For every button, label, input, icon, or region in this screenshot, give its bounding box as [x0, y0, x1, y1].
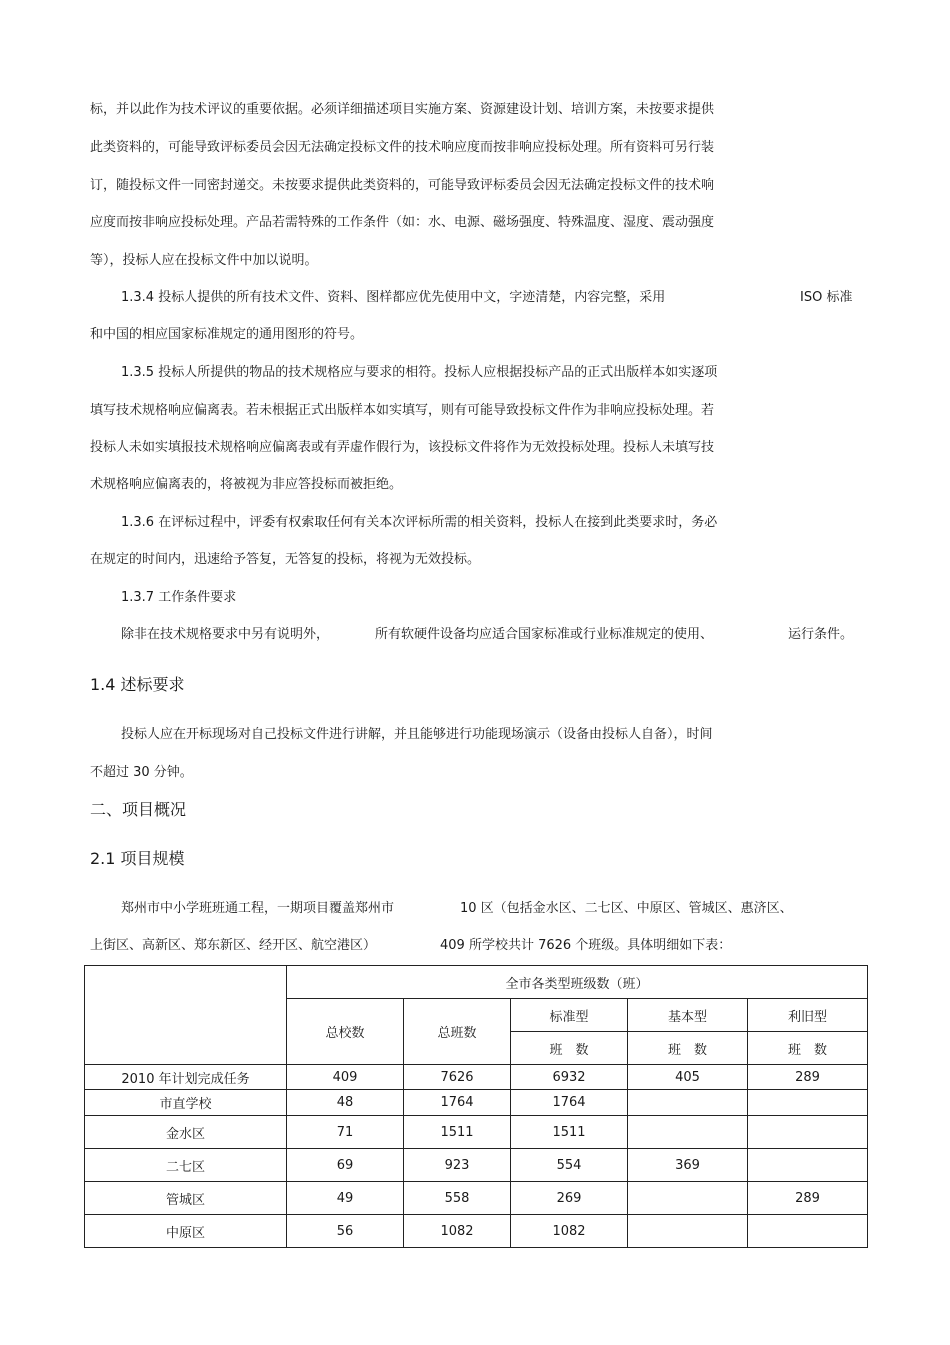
cell — [748, 1116, 868, 1149]
text-line: 填写技术规格响应偏离表。若未根据正式出版样本如实填写，则有可能导致投标文件作为非响应投标处理。若 — [90, 403, 715, 418]
blank-header-cell — [85, 966, 287, 1065]
text-line: 等），投标人应在投标文件中加以说明。 — [90, 253, 318, 268]
clause-1-3-6: 1.3.6 在评标过程中，评委有权索取任何有关本次评标所需的相关资料，投标人在接到此类要求时，务必 — [121, 515, 718, 530]
row-label: 2010 年计划完成任务 — [85, 1065, 287, 1090]
text-line: 标，并以此作为技术评议的重要依据。必须详细描述项目实施方案、资源建设计划、培训方案，未按要求提供 — [90, 102, 715, 117]
col-header-standard: 标准型 — [511, 999, 628, 1032]
cell — [628, 1090, 748, 1116]
text-line: 术规格响应偏离表的，将被视为非应答投标而被拒绝。 — [90, 477, 403, 492]
text-line: 运行条件。 — [788, 627, 854, 642]
cell — [628, 1182, 748, 1215]
cell: 409 — [287, 1065, 404, 1090]
text-line: 投标人未如实填报技术规格响应偏离表或有弄虚作假行为，该投标文件将作为无效投标处理。投标人未填写技 — [90, 440, 715, 455]
sub-header-reuse: 班 数 — [748, 1032, 868, 1065]
cell — [628, 1215, 748, 1248]
cell: 1511 — [404, 1116, 511, 1149]
text-line: 投标人应在开标现场对自己投标文件进行讲解，并且能够进行功能现场演示（设备由投标人自备），时间 — [121, 727, 713, 742]
row-label: 管城区 — [85, 1182, 287, 1215]
cell: 1764 — [404, 1090, 511, 1116]
cell — [748, 1149, 868, 1182]
text-line: 在规定的时间内，迅速给予答复，无答复的投标，将视为无效投标。 — [90, 552, 481, 567]
cell — [748, 1215, 868, 1248]
col-header-schools: 总校数 — [287, 999, 404, 1065]
cell — [628, 1116, 748, 1149]
cell: 69 — [287, 1149, 404, 1182]
col-header-classes: 总班数 — [404, 999, 511, 1065]
table-row — [85, 1182, 868, 1215]
col-header-reuse: 利旧型 — [748, 999, 868, 1032]
text-line: 订，随投标文件一同密封递交。未按要求提供此类资料的，可能导致评标委员会因无法确定投标文件的技术响 — [90, 178, 715, 193]
text-line: 此类资料的，可能导致评标委员会因无法确定投标文件的技术响应度而按非响应投标处理。所有资料可另行装 — [90, 140, 715, 155]
sub-header-basic: 班 数 — [628, 1032, 748, 1065]
chapter-heading-2: 二、项目概况 — [90, 800, 187, 819]
cell: 1082 — [511, 1215, 628, 1248]
cell: 56 — [287, 1215, 404, 1248]
table-row — [85, 1149, 868, 1182]
cell: 6932 — [511, 1065, 628, 1090]
cell: 554 — [511, 1149, 628, 1182]
cell: 7626 — [404, 1065, 511, 1090]
clause-1-3-5: 1.3.5 投标人所提供的物品的技术规格应与要求的相符。投标人应根据投标产品的正式出版样本如实逐项 — [121, 365, 718, 380]
table-row — [85, 1116, 868, 1149]
cell: 558 — [404, 1182, 511, 1215]
text-line: 郑州市中小学班班通工程，一期项目覆盖郑州市 — [121, 901, 395, 916]
table-row — [85, 1215, 868, 1248]
cell: 289 — [748, 1065, 868, 1090]
cell: 923 — [404, 1149, 511, 1182]
clause-1-3-7: 1.3.7 工作条件要求 — [121, 590, 237, 605]
class-count-table — [84, 965, 868, 1248]
iso-standard-text: ISO 标准 — [800, 290, 853, 305]
cell: 49 — [287, 1182, 404, 1215]
section-heading-2-1: 2.1 项目规模 — [90, 849, 185, 868]
table-row — [85, 1065, 868, 1090]
cell: 1764 — [511, 1090, 628, 1116]
text-line: 所有软硬件设备均应适合国家标准或行业标准规定的使用、 — [375, 627, 714, 642]
cell: 289 — [748, 1182, 868, 1215]
cell: 405 — [628, 1065, 748, 1090]
text-line: 不超过 30 分钟。 — [90, 765, 193, 780]
cell — [748, 1090, 868, 1116]
section-heading-1-4: 1.4 述标要求 — [90, 675, 185, 694]
row-label: 金水区 — [85, 1116, 287, 1149]
cell: 71 — [287, 1116, 404, 1149]
text-line: 除非在技术规格要求中另有说明外， — [121, 627, 330, 642]
cell: 369 — [628, 1149, 748, 1182]
row-label: 市直学校 — [85, 1090, 287, 1116]
clause-1-3-4: 1.3.4 投标人提供的所有技术文件、资料、图样都应优先使用中文，字迹清楚，内容完整，采用 — [121, 290, 666, 305]
row-label: 二七区 — [85, 1149, 287, 1182]
text-line: 上街区、高新区、郑东新区、经开区、航空港区） — [90, 938, 377, 953]
row-label: 中原区 — [85, 1215, 287, 1248]
text-line: 409 所学校共计 7626 个班级。具体明细如下表： — [440, 938, 732, 953]
group-header: 全市各类型班级数（班） — [287, 966, 868, 999]
cell: 48 — [287, 1090, 404, 1116]
sub-header-standard: 班 数 — [511, 1032, 628, 1065]
cell: 1511 — [511, 1116, 628, 1149]
col-header-basic: 基本型 — [628, 999, 748, 1032]
text-line: 和中国的相应国家标准规定的通用图形的符号。 — [90, 327, 364, 342]
cell: 1082 — [404, 1215, 511, 1248]
table-row — [85, 1090, 868, 1116]
text-line: 应度而按非响应投标处理。产品若需特殊的工作条件（如：水、电源、磁场强度、特殊温度、湿度、震动强度 — [90, 215, 715, 230]
cell: 269 — [511, 1182, 628, 1215]
text-line: 10 区（包括金水区、二七区、中原区、管城区、惠济区、 — [460, 901, 793, 916]
